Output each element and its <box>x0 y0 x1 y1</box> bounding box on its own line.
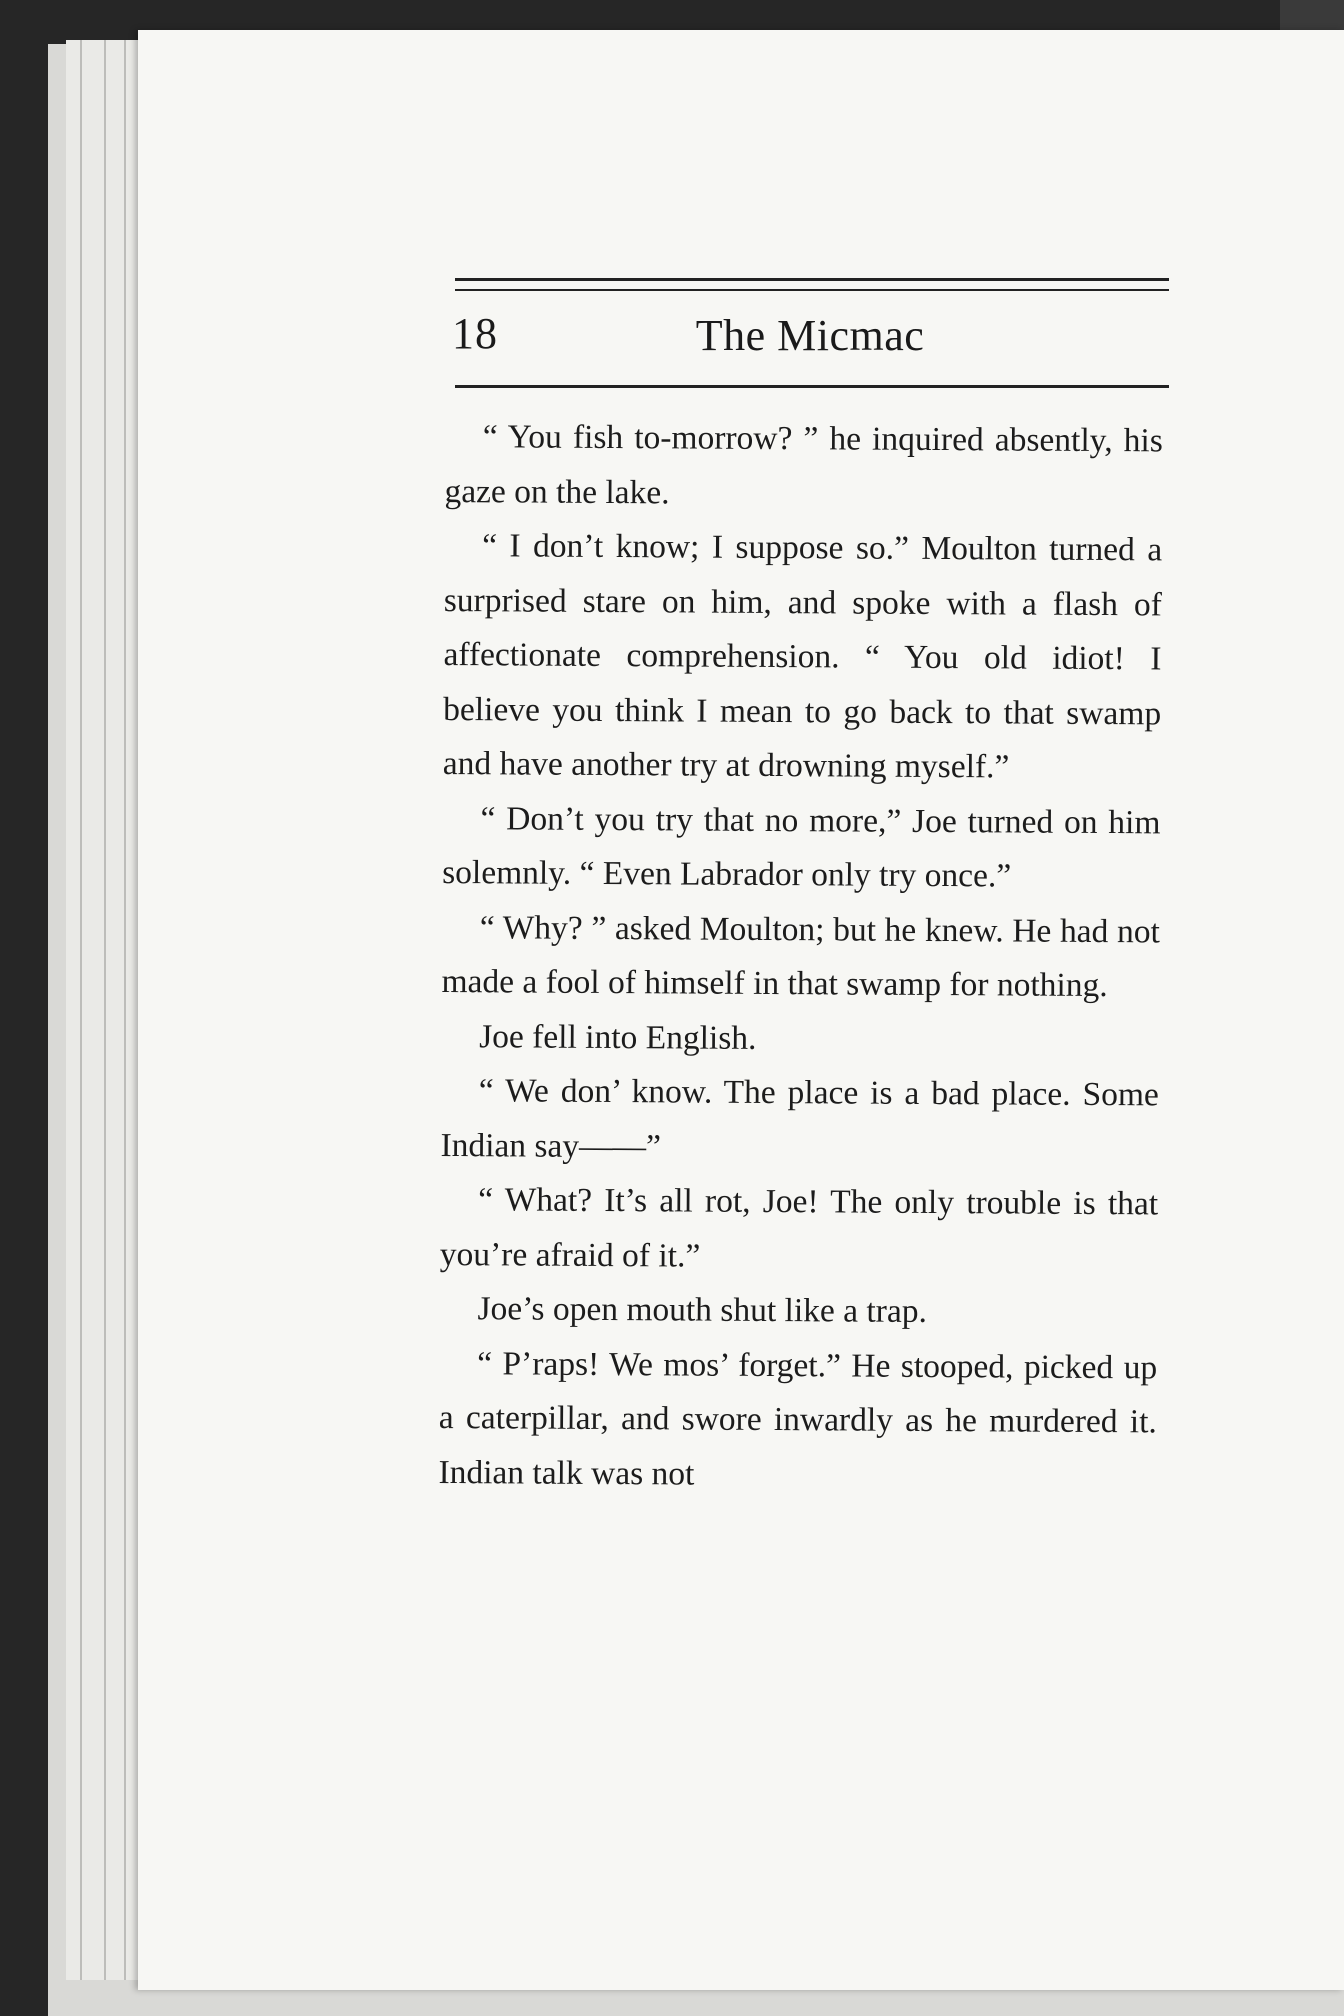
paragraph: “ Why? ” asked Moulton; but he knew. He had not made a fool of himself in that swamp for nothing. <box>441 908 1160 1005</box>
paragraph: “ P’raps! We mos’ forget.” He stooped, picked up a caterpillar, and swore inwardly as he murdered it. Indian talk was not <box>438 1344 1158 1493</box>
page-number: 18 <box>452 309 498 358</box>
paragraph: “ Don’t you try that no more,” Joe turned on him solemnly. “ Even Labrador only try once.” <box>442 799 1161 895</box>
page-edge-line <box>80 40 82 1980</box>
header-bottom-rule <box>455 385 1169 388</box>
page-edge-line <box>104 40 106 1980</box>
paragraph: “ What? It’s all rot, Joe! The only trouble is that you’re afraid of it.” <box>439 1181 1159 1275</box>
paragraph: “ I don’t know; I suppose so.” Moulton turned a surprised stare on him, and spoke with a flash of affectionate comprehension. “ You old idiot! I believe you think I mean to go back to that swamp and have another try at drowning myself.” <box>442 527 1163 786</box>
header-top-rule <box>455 278 1169 281</box>
running-title: The Micmac <box>695 311 925 360</box>
header-top-rule-thin <box>455 289 1169 291</box>
body-text <box>438 410 1163 1504</box>
paragraph: Joe fell into English. <box>479 1017 757 1057</box>
page-edge-line <box>124 40 126 1980</box>
paragraph: “ You fish to-morrow? ” he inquired absently, his gaze on the lake. <box>444 418 1163 511</box>
paragraph: “ We don’ know. The place is a bad place. Some Indian say——” <box>440 1072 1159 1165</box>
paragraph: Joe’s open mouth shut like a trap. <box>477 1290 928 1330</box>
page-header <box>450 300 1170 372</box>
